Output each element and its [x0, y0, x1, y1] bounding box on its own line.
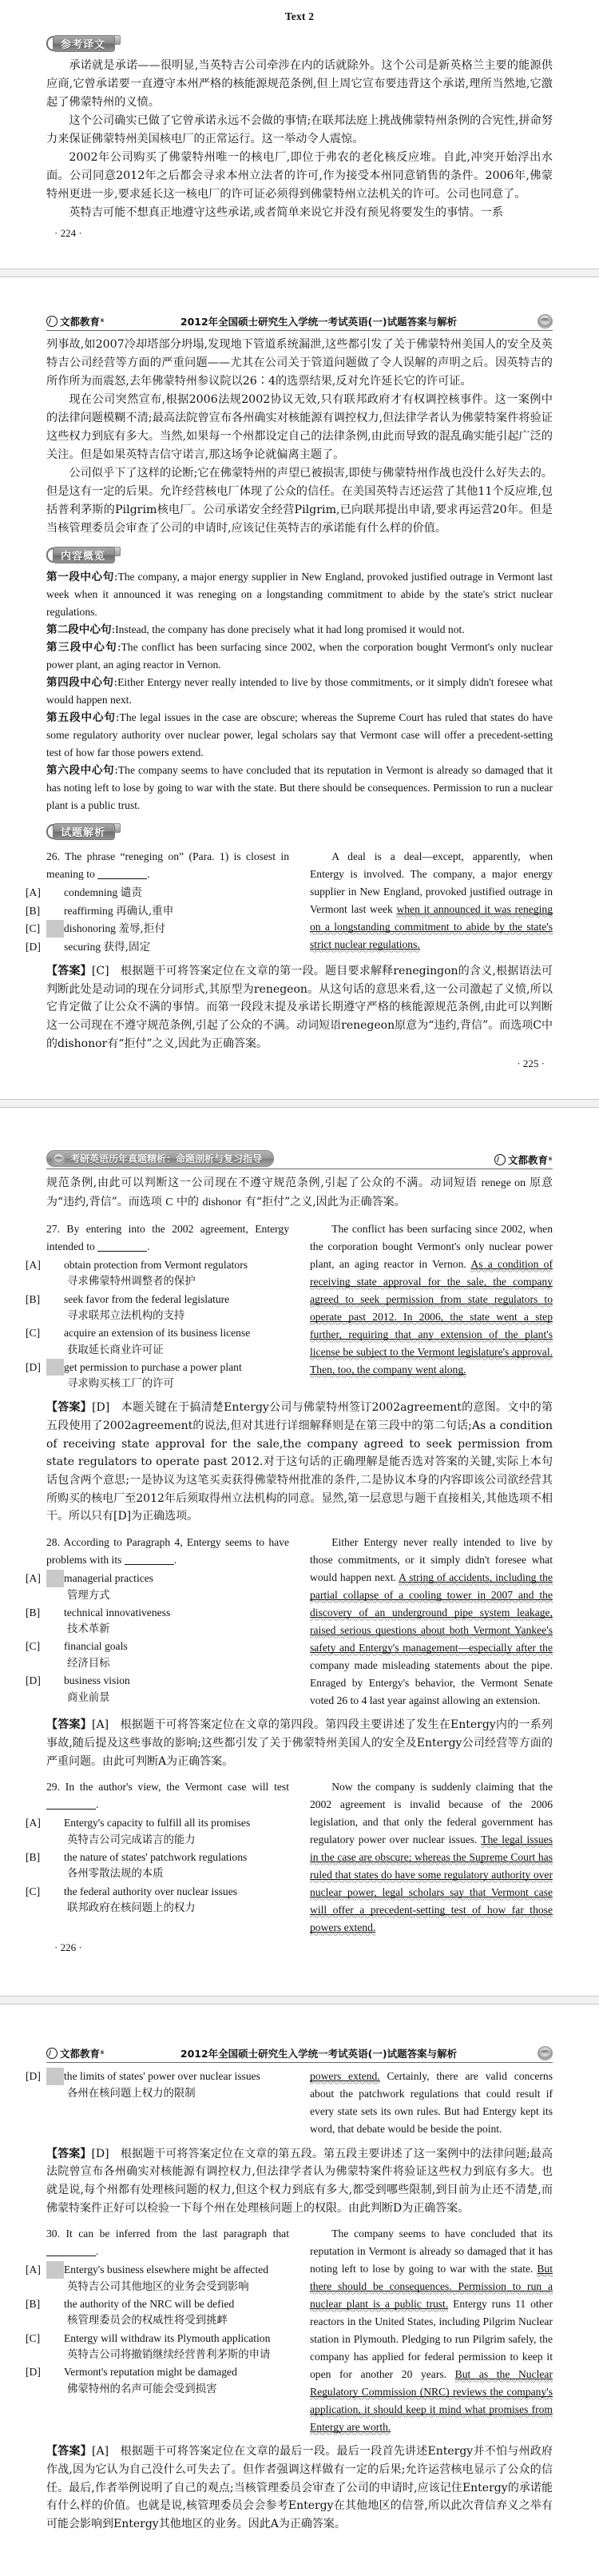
question-stem-text: In the author's view, the Vermont case will test: [65, 1781, 289, 1794]
option-row[interactable]: [26, 2330, 289, 2347]
option-row-correct[interactable]: [26, 1570, 289, 1587]
option-row[interactable]: [26, 1324, 289, 1341]
running-head-right-page: [46, 311, 553, 331]
answer-explanation-27: [46, 1399, 553, 1526]
option-zh-row: 佛蒙特州的名声可能会受到损害: [67, 2383, 217, 2395]
page-225: [0, 277, 599, 1099]
question-stem: [46, 1778, 289, 1814]
option-en: the authority of the NRC will be defied: [64, 2297, 235, 2310]
option-en: Entergy's capacity to fulfill all its promises: [64, 1817, 251, 1829]
passage-plain: A deal is a deal—except, apparently, when Entergy is involved. The company, a major energy supplier in New England, provoked justified outrage in Vermont last week: [310, 850, 553, 916]
wendu-logo: [46, 2046, 105, 2060]
badge-label: 参考译文: [53, 35, 115, 52]
option-key: [B]: [26, 1292, 41, 1305]
option-en: financial goals: [64, 1640, 128, 1653]
question-block-30: [26, 2225, 553, 2436]
passage-plain: Either Entergy never really intended to live by those commitments, or it simply didn't foresee what would happen next.: [310, 1536, 553, 1584]
option-en: business vision: [64, 1674, 130, 1687]
overview-item-sep: :: [117, 641, 121, 655]
passage-highlight: when it announced it was reneging on a longstanding commitment to abide by the state's strict nuclear regulations.: [310, 903, 553, 953]
option-en: Entergy will withdraw its Plymouth application: [64, 2331, 271, 2344]
option-en: condemning: [64, 886, 118, 899]
option-key: [A]: [46, 2261, 64, 2278]
wendu-logo-icon: [46, 316, 58, 327]
passage-plain-2: Entergy runs 11 other reactors in the United States, including Pilgrim Nuclear station in Plymouth. Pledging to run Pilgrim safely, the company has applied for federal permission to keep it open for another 20 years.: [310, 2298, 553, 2381]
overview-item-text: The conflict has been surfacing since 2002, when the corporation bought Vermont's only nuclear power plant, an aging reactor in Vernon.: [46, 641, 553, 671]
passage-column: [310, 1534, 553, 1710]
answer-label: 【答案】: [46, 1401, 93, 1415]
answer-key: [A]: [92, 2445, 109, 2459]
overview-item-label: 第五段中心句: [46, 711, 116, 725]
passage-column: [310, 848, 553, 956]
section-badge-analysis: [46, 822, 553, 840]
wendu-logo-icon: [494, 1154, 506, 1165]
answer-text: 根据题干可将答案定位在文章的第四段。第四段主要讲述了发生在Entergy内的一系列事故,随后提及这些事故的影响;这些都引发了关于佛蒙特州美国人的安全及Entergy公司经营等方面的严重问题。由此可判断A为正确答案。: [46, 1718, 553, 1768]
folio-page-number: · 225 ·: [517, 1057, 545, 1070]
option-en: the federal authority over nuclear issues: [64, 1885, 238, 1897]
translation-paragraph: 公司似乎下了这样的论断;它在佛蒙特州的声望已被损害,即使与佛蒙特州作战也没什么好失去的。但是这有一定的后果。允许经营核电厂体现了公众的信任。在美国英特吉还运营了其他11个反应堆,包括普利茅斯的Pilgrim核电厂。公司承诺安全经营Pilgrim,已向联邦提出申请,要求再运营20年。但是当核管理委员会审查了公司的申请时,应该记住英特吉的承诺能有什么样的价值。: [46, 467, 553, 535]
passage-excerpt: [310, 1534, 553, 1710]
question-number: 30.: [46, 2228, 60, 2240]
option-zh-row: 获取延长商业许可证: [67, 1344, 164, 1356]
running-head-title: 考研英语历年真题精析：命题剖析与复习指导: [70, 1153, 263, 1165]
answer-text: 根据题干可将答案定位在文章的最后一段。最后一段首先讲述Entergy并不怕与州政府作战,因为它认为自己没什么可失去了。但作者强调这样做有一定的后果;允许运营核电显示了公众的信任。最后,作者举例说明了自己的观点;当核管理委员会审查了公司的申请时,应该记住Entergy的承诺能有什么样的价值。也就是说,核管理委员会会参考Entergy在其他地区的信誉,所以此次背信弃义之举有可能会影响到Entergy其他地区的业务。因此A为正确答案。: [46, 2445, 553, 2531]
overview-item-label: 第三段中心句: [46, 641, 117, 655]
passage-excerpt: [310, 1220, 553, 1379]
badge-label: 内容概览: [53, 547, 115, 563]
option-row[interactable]: [26, 1256, 289, 1273]
option-row[interactable]: [26, 2363, 289, 2380]
option-zh-row: 各州零散法规的本质: [67, 1868, 164, 1881]
overview-item: [46, 639, 553, 674]
passage-excerpt: [310, 848, 553, 954]
passage-column: [310, 1220, 553, 1393]
section-badge-translation: [46, 34, 553, 52]
option-zh-row: 英特吉公司完成诺言的能力: [67, 1833, 196, 1846]
page-title: Text 2: [284, 10, 315, 22]
question-column: [26, 1778, 289, 1937]
option-row-correct[interactable]: [26, 2068, 289, 2084]
wendu-logo-text: 文都教育: [507, 1154, 548, 1167]
answer-key: [D]: [91, 2147, 109, 2160]
option-key: [D]: [26, 1674, 41, 1687]
option-key: [C]: [26, 1640, 41, 1653]
question-column: [26, 848, 290, 956]
passage-highlight: The legal issues in the case are obscure; whereas the Supreme Court has ruled that states do have some regulatory authority over nuclear power, legal scholars say that Vermont case will offer a precedent-setting test of how far those powers extend.: [310, 1833, 553, 1936]
question-number: 26.: [46, 850, 60, 863]
answer-blank: [125, 1564, 174, 1565]
page-separator: [0, 1996, 599, 2005]
answer-blank: [97, 1251, 147, 1252]
option-zh: 获得,固定: [103, 940, 151, 954]
option-en: the nature of states' patchwork regulations: [64, 1850, 248, 1863]
answer-label: 【答案】: [46, 1718, 93, 1732]
question-block-29: [26, 1778, 553, 1937]
option-zh-row: 英特吉公司将撤销继续经营普利茅斯的申请: [67, 2348, 271, 2361]
overview-item-text: The legal issues in the case are obscure; whereas the Supreme Court has ruled that states do have some regulatory authority over nuclear power, legal scholars say that Vermont case will offer a precedent-setting test of how far those powers extend.: [46, 711, 553, 759]
option-zh-row: 管理方式: [67, 1589, 110, 1602]
question-stem-text: It can be inferred from the last paragraph that: [65, 2228, 289, 2240]
passage-highlight: A string of accidents, including the partial collapse of a cooling tower in 2007 and the discovery of an underground pipe system leakage, raised serious questions about both Vermont Yankee's safety and Entergy's management—especially after the: [310, 1571, 553, 1656]
overview-item: [46, 621, 553, 639]
option-en: Entergy's business elsewhere might be affected: [64, 2263, 268, 2276]
option-key: [C]: [46, 920, 64, 937]
question-stem-end: .: [147, 1240, 150, 1252]
option-row-correct[interactable]: [26, 1359, 289, 1376]
page-separator: [0, 269, 599, 277]
passage-excerpt: [310, 1778, 553, 1937]
option-key: [C]: [26, 2331, 41, 2344]
translation-paragraph: 列事故,如2007冷却塔部分坍塌,发现地下管道系统漏泄,这些都引发了关于佛蒙特州美国人的安全及英特吉公司经营等方面的严重问题——尤其在公司关于管道问题做了令人误解的声明之后。因英特吉的所作所为而震怒,去年佛蒙特州参议院以26∶4的选票结果,反对允许延长它的许可证。: [46, 338, 553, 388]
overview-item-text: Either Entergy never really intended to live by those commitments, or it simply didn't foresee what would happen next.: [46, 676, 553, 707]
question-block-28: [26, 1534, 553, 1710]
wendu-logo-text: 文都教育: [60, 316, 101, 328]
running-head-pill: [46, 1150, 274, 1167]
option-en: seek favor from the federal legislature: [64, 1292, 230, 1305]
translation-paragraph: 2002年公司购买了佛蒙特州唯一的核电厂,即位于弗农的老化核反应堆。自此,冲突开始浮出水面。公司同意2012年之后都会寻求本州立法者的许可,作为接受本州同意销售的条件。2006年,佛蒙特州更进一步,要求延长这一核电厂的许可证必须得到佛蒙特州立法机关的许可。公司也同意了。: [46, 151, 553, 201]
seal-icon: [538, 2046, 553, 2060]
page-226: [0, 1108, 599, 1996]
option-zh-row: 寻求佛蒙特州调整者的保护: [67, 1276, 196, 1288]
option-key: [D]: [46, 2068, 64, 2084]
overview-item: [46, 568, 553, 621]
wendu-logo: [46, 314, 105, 328]
answer-label: 【答案】: [46, 2445, 93, 2459]
option-key: [B]: [26, 1606, 41, 1618]
option-en: obtain protection from Vermont regulators: [64, 1258, 248, 1271]
question-stem-end: .: [147, 868, 150, 881]
seal-icon: [538, 314, 553, 328]
passage-column: [310, 2068, 553, 2138]
overview-item-sep: :: [111, 623, 116, 637]
passage-excerpt: [310, 2068, 553, 2138]
registered-mark-icon: ®: [100, 2050, 105, 2056]
option-row[interactable]: [26, 1849, 289, 1865]
wendu-logo-icon: [46, 2048, 58, 2059]
passage-column: [310, 1778, 553, 1937]
badge-label: 试题解析: [53, 823, 115, 840]
question-number: 28.: [46, 1536, 60, 1549]
question-stem: [46, 1220, 289, 1256]
passage-highlight-2: But as the Nuclear Regulatory Commission (NRC) reviews the company's application, it should keep it mind what promises from Entergy are worth.: [310, 2368, 553, 2435]
option-en: reaffirming: [64, 904, 113, 917]
option-row[interactable]: [26, 1672, 289, 1689]
option-zh-row: 商业前景: [67, 1691, 110, 1704]
option-zh-row: 技术革新: [67, 1623, 110, 1636]
answer-label: 【答案】: [46, 2147, 92, 2160]
option-en: Vermont's reputation might be damaged: [64, 2366, 237, 2379]
passage-plain-2: company made misleading statements about the pipe. Enraged by Entergy's behavior, the Vermont Senate voted 26 to 4 last year against allowing an extension.: [310, 1659, 553, 1707]
overview-item-sep: :: [113, 676, 118, 690]
translation-paragraph: 这个公司确实已做了它曾承诺永远不会做的事情;在联邦法庭上挑战佛蒙特州条例的合宪性,拼命努力来保证佛蒙特州美国核电厂的正常运行。这一举动令人震惊。: [46, 114, 553, 145]
option-key: [A]: [26, 886, 41, 899]
overview-item: [46, 709, 553, 762]
question-block-27: [26, 1220, 553, 1393]
running-head-right-page: [46, 2043, 553, 2063]
question-number: 29.: [46, 1781, 60, 1794]
option-key: [B]: [26, 2297, 41, 2310]
page-227: [0, 2005, 599, 2547]
answer-key: [C]: [91, 965, 109, 978]
option-key: [A]: [26, 1258, 41, 1271]
question-stem: [46, 848, 289, 883]
question-column: [26, 2225, 289, 2436]
answer-explanation-29: [46, 2145, 553, 2218]
option-row[interactable]: [26, 902, 289, 920]
option-row[interactable]: [26, 884, 289, 902]
question-stem-end: .: [96, 1798, 99, 1811]
question-column: [26, 1534, 289, 1710]
passage-highlight: As a condition of receiving state approval for the sale, the company agreed to seek permission from state regulators to operate past 2012. In 2006, the state went a step further, requiring that any extension of the plant's license be subject to the Vermont legislature's approval. Then, too, the company went along.: [310, 1258, 553, 1378]
option-zh-row: 寻求购买核工厂的许可: [67, 1378, 174, 1391]
overview-item-label: 第六段中心句: [46, 764, 115, 778]
question-stem-text: By entering into the 2002 agreement, Entergy intended to: [46, 1222, 289, 1252]
question-block-26: [26, 848, 553, 956]
overview-item-label: 第一段中心句: [46, 571, 114, 583]
answer-text: 根据题干可将答案定位在文章的第一段。题目要求解释renegingon的含义,根据语法可判断此处是动词的现在分词形式,其原型为renegeon。从这句话的意思来看,这一公司激起了义愤,所以它肯定做了让公众不满的事情。而第一段段末提及承诺长期遵守严格的核能源规范条例,由此可以判断这一公司现在不遵守规范条例,引起了公众的不满。动词短语renegeon原意为“违约,背信”。而选项C中的dishonor有“拒付”之义,因此为正确答案。: [46, 965, 553, 1050]
overview-item-text: Instead, the company has done precisely what it had long promised it would not.: [115, 623, 465, 636]
question-stem: [46, 1534, 289, 1569]
passage-plain: The company seems to have concluded that its reputation in Vermont is already so damaged that it has noting left to lose by going to war with the state.: [310, 2228, 553, 2275]
registered-mark-icon: ®: [548, 1157, 553, 1163]
option-key: [D]: [26, 940, 41, 953]
overview-item-sep: :: [113, 571, 118, 583]
passage-highlight: But there should be consequences. Permission to run a nuclear plant is a public trust.: [310, 2263, 553, 2312]
passage-plain: Now the company is suddenly claiming that the 2002 agreement is invalid because of the 2006 legislation, and that only the federal government has regulatory power over nuclear issues.: [310, 1781, 553, 1846]
option-en: dishonoring: [64, 922, 116, 935]
question-stem-text: According to Paragraph 4, Entergy seems to have problems with its: [46, 1536, 289, 1567]
option-key: [D]: [26, 2366, 41, 2379]
option-row[interactable]: [26, 1604, 289, 1621]
answer-blank: [46, 2255, 96, 2256]
passage-highlight-tail: powers extend.: [310, 2070, 380, 2084]
option-row[interactable]: [26, 1638, 289, 1654]
question-stem-end: .: [173, 1554, 177, 1567]
answer-key: [A]: [92, 1718, 109, 1732]
question-column: [26, 2068, 289, 2138]
overview-item-sep: :: [115, 711, 120, 725]
option-zh-row: 寻求联邦立法机构的支持: [67, 1309, 185, 1322]
overview-item-sep: :: [114, 764, 118, 778]
overview-item: [46, 674, 553, 709]
option-row[interactable]: [26, 1814, 289, 1831]
option-row[interactable]: [26, 1291, 289, 1308]
answer-key: [D]: [92, 1401, 110, 1415]
answer-blank: [46, 1809, 96, 1810]
overview-item-label: 第四段中心句: [46, 676, 114, 690]
answer-blank: [97, 878, 147, 879]
question-block-29-continued: [26, 2068, 553, 2138]
option-en: acquire an extension of its business license: [64, 1327, 251, 1340]
option-zh-row: 英特吉公司其他地区的业务会受到影响: [67, 2280, 249, 2293]
passage-column: [310, 2225, 553, 2436]
passage-plain-2: Certainly, there are valid concerns about the patchwork regulations that could result if every state sets its own rules. But had Entergy kept its word, that debate would be beside the point.: [310, 2070, 553, 2136]
option-zh: 再确认,重申: [116, 904, 174, 918]
option-key: [B]: [26, 1850, 41, 1863]
option-row-correct[interactable]: [26, 920, 289, 938]
option-zh-row: 核管理委员会的权威性将受到挑衅: [67, 2315, 228, 2327]
question-stem-end: .: [96, 2245, 99, 2258]
option-row-correct[interactable]: [26, 2261, 289, 2278]
option-key: [A]: [26, 1817, 41, 1829]
answer-label: 【答案】: [46, 965, 92, 978]
option-row[interactable]: [26, 938, 289, 956]
option-zh: 羞辱,拒付: [118, 922, 166, 936]
overview-item: [46, 762, 553, 814]
passage-excerpt: [310, 2225, 553, 2436]
translation-paragraph: 承诺就是承诺——很明显,当英特吉公司牵涉在内的话就除外。这个公司是新英格兰主要的能源供应商,它曾承诺要一直遵守本州严格的核能源规范条例,但上周它宣布要违背这个承诺,理所当然地,它激起了佛蒙特州的义愤。: [46, 59, 553, 109]
option-key: [B]: [26, 904, 41, 917]
overview-item-label: 第二段中心句: [46, 623, 112, 637]
section-badge-overview: [46, 546, 553, 563]
overview-item-text: The company, a major energy supplier in New England, provoked justified outrage in Vermont last week when it announced it was reneging on a longstanding commitment to abide by the state's strict nuclear regulations.: [46, 571, 553, 619]
option-row[interactable]: [26, 1883, 289, 1900]
option-zh-row: 联邦政府在核问题上的权力: [67, 1902, 196, 1915]
question-column: [26, 1220, 289, 1393]
option-key: [C]: [26, 1885, 41, 1897]
option-key: [C]: [26, 1327, 41, 1340]
running-head-title: 2012年全国硕士研究生入学统一考试英语(一)试题答案与解析: [180, 316, 458, 328]
question-number: 27.: [46, 1222, 60, 1235]
question-stem-text: The phrase “reneging on” (Para. 1) is closest in meaning to: [46, 850, 290, 881]
option-zh-row: 经济目标: [67, 1657, 110, 1670]
answer-text: 本题关键在于搞清楚Entergy公司与佛蒙特州签订2002agreement的意图。文中的第五段使用了2002agreement的说法,但对其进行详细解释则是在第三段中的第二句话;As a condition of receiving state approval for the sale,the company agreed to seek permission from state regulators to operate past 2012.对于这句话的正确理解是能否选对答案的关键,实际上本句话包含两个意思;一是协议为这笔买卖获得佛蒙特州批准的条件,二是协议本身的内容即该公司欲经营其所购买的核电厂至2012年后须取得州立法机构的同意。显然,第一层意思与题干直接相关,其他选项不相干。所以只有[D]为正确选项。: [46, 1401, 553, 1523]
folio-page-number: · 226 ·: [54, 1941, 82, 1954]
option-key: [D]: [46, 1359, 64, 1376]
page-separator: [0, 1099, 599, 1108]
answer-text: 根据题干可将答案定位在文章的第五段。第五段主要讲述了这一案例中的法律问题;最高法院曾宣布各州确实对核能源有调控权力,但法律学者认为佛蒙特案件将验证这些权力到底有多大。也就是说,每个州都有处理核问题的权力,但这个权力到底有多大,都受到哪些限制,到目前为止还不清楚,而佛蒙特案件正好可以检验一下每个州在处理核问题上的权限。由此判断D为正确答案。: [46, 2147, 553, 2215]
seal-icon: [52, 1153, 65, 1165]
option-en: the limits of states' power over nuclear issues: [64, 2070, 260, 2083]
option-en: securing: [64, 940, 101, 953]
running-head-left-page: [46, 1149, 553, 1169]
wendu-logo-text: 文都教育: [60, 2048, 101, 2060]
translation-paragraph: 现在公司突然宣布,根据2006法规2002协议无效,只有联邦政府才有权调控核事件。这一案例中的法律问题模糊不清;最高法院曾宣布各州确实对核能源有调控权力,但法律学者认为佛蒙特案件将验证这些权力到底有多大。当然,如果每一个州都设定自己的法律条例,由此而导致的混乱确实能引起广泛的关注。但是如果英特吉信守诺言,那这场争论就偏离主题了。: [46, 393, 553, 461]
option-zh: 谴责: [120, 886, 142, 900]
page-224: [0, 0, 599, 269]
wendu-logo: [494, 1153, 553, 1167]
folio-page-number: · 224 ·: [54, 227, 82, 239]
option-en: managerial practices: [64, 1572, 154, 1585]
running-head-title: 2012年全国硕士研究生入学统一考试英语(一)试题答案与解析: [180, 2048, 458, 2060]
option-key: [A]: [46, 1570, 64, 1587]
question-stem: [46, 2225, 289, 2260]
option-en: technical innovativeness: [64, 1606, 171, 1618]
option-row[interactable]: [26, 2295, 289, 2312]
passage-plain: The conflict has been surfacing since 2002, when the corporation bought Vermont's only nuclear power plant, an aging reactor in Vernon.: [310, 1222, 553, 1270]
answer-explanation-26: [46, 962, 553, 1053]
option-zh-row: 各州在核问题上权力的限制: [67, 2087, 196, 2100]
translation-paragraph-partial: 英特吉可能不想真正地遵守这些承诺,或者简单来说它并没有预见将要发生的事情。一系: [69, 206, 504, 219]
answer-explanation-28: [46, 1716, 553, 1770]
overview-item-text: The company seems to have concluded that its reputation in Vermont is already so damaged that it has noting left to lose by going to war with the state. But there should be consequences. Permission to run a nuclear plant is a public trust.: [46, 764, 553, 812]
registered-mark-icon: ®: [100, 318, 105, 324]
answer-explanation-30: [46, 2443, 553, 2533]
answer-explanation-26-continued: 规范条例,由此可以判断这一公司现在不遵守规范条例,引起了公众的不满。动词短语 renege on 原意为“违约,背信”。而选项 C 中的 dishonor 有“拒付”之义,因此为正确答案。: [46, 1177, 553, 1209]
option-en: get permission to purchase a power plant: [64, 1360, 242, 1373]
